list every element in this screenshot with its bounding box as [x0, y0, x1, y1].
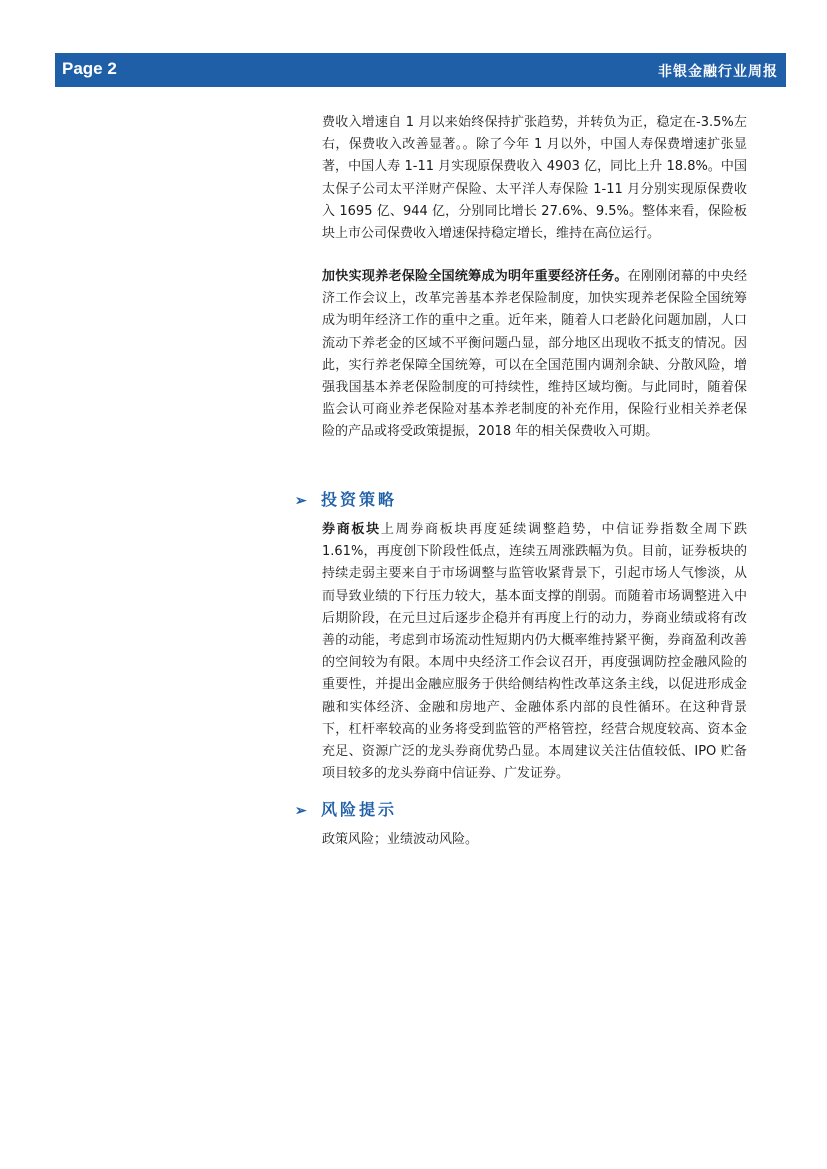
strategy-body: 上周券商板块再度延续调整趋势，中信证券指数全周下跌 1.61%，再度创下阶段性低点，连续五周涨跌幅为负。目前，证券板块的持续走弱主要来自于市场调整与监管收紧背景下，引起市场人气惨淡，从而导致业绩的下行压力较大，基本面支撑的削弱。而随着市场调整进入中后期阶段，在元旦过后逐步企稳并有再度上行的动力，券商业绩或将有改善的动能，考虑到市场流动性短期内仍大概率维持紧平衡，券商盈利改善的空间较为有限。本周中央经济工作会议召开，再度强调防控金融风险的重要性，并提出金融应服务于供给侧结构性改革这条主线，以促进形成金融和实体经济、金融和房地产、金融体系内部的良性循环。在这种背景下，杠杆率较高的业务将受到监管的严格管控，经营合规度较高、资本金充足、资源广泛的龙头券商优势凸显。本周建议关注估值较低、IPO 贮备项目较多的龙头券商中信证券、广发证券。: [322, 522, 747, 782]
page-header-bar: [55, 53, 786, 87]
arrow-bullet-icon: ➢: [295, 803, 310, 819]
strategy-paragraph: [322, 519, 747, 785]
risk-heading-text: 风险提示: [321, 800, 398, 819]
page-number-label: Page 2: [62, 59, 117, 78]
strategy-heading: [295, 487, 397, 510]
intro-paragraph: 费收入增速自 1 月以来始终保持扩张趋势，并转负为正，稳定在-3.5%左右，保费收入改善显著。。除了今年 1 月以外，中国人寿保费增速扩张显著，中国人寿 1-11 月实现原保费收入 4903 亿，同比上升 18.8%。中国太保子公司太平洋财产保险、太平洋人寿保险 1-11 月分别实现原保费收入 1695 亿、944 亿，分别同比增长 27.6%、9.5%。整体来看，保险板块上市公司保费收入增速保持稳定增长，维持在高位运行。: [322, 115, 747, 242]
pension-body: 在刚刚闭幕的中央经济工作会议上，改革完善基本养老保险制度，加快实现养老保险全国统筹成为明年经济工作的重中之重。近年来，随着人口老龄化问题加剧，人口流动下养老金的区域不平衡问题凸显，部分地区出现收不抵支的情况。因此，实行养老保障全国统筹，可以在全国范围内调剂余缺、分散风险，增强我国基本养老保险制度的可持续性，维持区域均衡。与此同时，随着保监会认可商业养老保险对基本养老制度的补充作用，保险行业相关养老保险的产品或将受政策提振，2018 年的相关保费收入可期。: [322, 269, 747, 440]
strategy-heading-text: 投资策略: [321, 490, 398, 509]
pension-paragraph: [322, 266, 747, 444]
strategy-block: [322, 519, 747, 785]
risk-block: [322, 829, 747, 851]
intro-block: [322, 112, 747, 245]
arrow-bullet-icon: ➢: [295, 493, 310, 509]
pension-block: [322, 266, 747, 444]
risk-paragraph: 政策风险；业绩波动风险。: [322, 832, 479, 847]
strategy-lead: 券商板块: [322, 522, 381, 537]
pension-lead: 加快实现养老保险全国统筹成为明年重要经济任务。: [322, 269, 628, 284]
risk-heading: [295, 797, 397, 820]
report-title: 非银金融行业周报: [658, 64, 778, 80]
